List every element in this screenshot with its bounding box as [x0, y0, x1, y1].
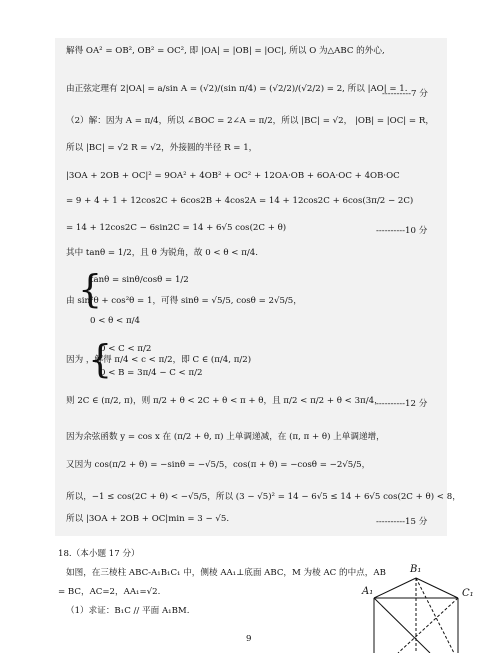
problem-18-heading: 18.（本小题 17 分）	[58, 549, 140, 559]
score-7: ----------7 分	[382, 89, 428, 99]
solution-line-1: 解得 OA² = OB², OB² = OC², 即 |OA| = |OB| = |OC|, 所以 O 为△ABC 的外心,	[66, 46, 385, 56]
page-number: 9	[246, 634, 252, 644]
problem-18-text-1: 如图，在三棱柱 ABC-A₁B₁C₁ 中，侧棱 AA₁⊥底面 ABC，M 为棱 AC 的中点，AB	[66, 568, 386, 578]
system-brace-1: {	[78, 267, 103, 311]
score-15: ----------15 分	[376, 517, 428, 527]
label-a1: A₁	[362, 586, 374, 597]
solution-line-2: 由正弦定理有 2|OA| = a/sin A = (√2)/(sin π/4) = (√2/2)/(√2/2) = 2, 所以 |AO| = 1.	[66, 84, 408, 94]
prism-figure	[358, 562, 498, 657]
solution-line-7: = 14 + 12cos2C − 6sin2C = 14 + 6√5 cos(2C + θ)	[66, 223, 287, 233]
score-10: ----------10 分	[376, 226, 428, 236]
solution-line-6: = 9 + 4 + 1 + 12cos2C + 6cos2B + 4cos2A = 14 + 12cos2C + 6cos(3π/2 − 2C)	[66, 196, 414, 206]
system-brace-2: {	[88, 337, 113, 381]
system-2-eq-2: 0 < B = 3π/4 − C < π/2	[100, 368, 203, 378]
system-1-eq-3: 0 < θ < π/4	[90, 316, 140, 326]
solution-line-17: 所以，−1 ≤ cos(2C + θ) < −√5/5，所以 (3 − √5)² = 14 − 6√5 ≤ 14 + 6√5 cos(2C + θ) < 8，	[66, 492, 461, 502]
system-2-result: 因为 ，解得 π/4 < c < π/2，即 C ∈ (π/4, π/2)	[66, 355, 252, 365]
solution-line-5: |3OA + 2OB + OC|² = 9OA² + 4OB² + OC² + 12OA·OB + 6OA·OC + 4OB·OC	[66, 171, 400, 181]
solution-line-3: （2）解：因为 A = π/4，所以 ∠BOC = 2∠A = π/2，所以 |BC| = √2， |OB| = |OC| = R，	[66, 116, 434, 126]
system-1-eq-1: tanθ = sinθ/cosθ = 1/2	[90, 275, 189, 285]
system-1-eq-2: 由 sin²θ + cos²θ = 1，可得 sinθ = √5/5, cosθ = 2√5/5，	[66, 296, 302, 306]
score-12: ----------12 分	[376, 399, 428, 409]
label-c1: C₁	[462, 588, 474, 599]
solution-line-18: 所以 |3OA + 2OB + OC|min = 3 − √5.	[66, 514, 230, 524]
prism-diagram	[358, 562, 498, 653]
label-b1: B₁	[410, 564, 422, 575]
problem-18-text-2: = BC，AC=2，AA₁=√2.	[58, 587, 161, 597]
solution-line-16: 又因为 cos(π/2 + θ) = −sinθ = −√5/5，cos(π + θ) = −cosθ = −2√5/5，	[66, 460, 371, 470]
solution-line-14: 则 2C ∈ (π/2, π)，则 π/2 + θ < 2C + θ < π + θ，且 π/2 < π/2 + θ < 3π/4，	[66, 396, 383, 406]
solution-line-8: 其中 tanθ = 1/2，且 θ 为锐角，故 0 < θ < π/4.	[66, 248, 258, 258]
solution-line-4: 所以 |BC| = √2 R = √2，外接圆的半径 R = 1，	[66, 143, 258, 153]
system-2-eq-1: 0 < C < π/2	[100, 344, 152, 354]
solution-line-15: 因为余弦函数 y = cos x 在 (π/2 + θ, π) 上单调递减，在 (π, π + θ) 上单调递增，	[66, 432, 385, 442]
problem-18-part-1: （1）求证：B₁C // 平面 A₁BM.	[66, 606, 190, 616]
